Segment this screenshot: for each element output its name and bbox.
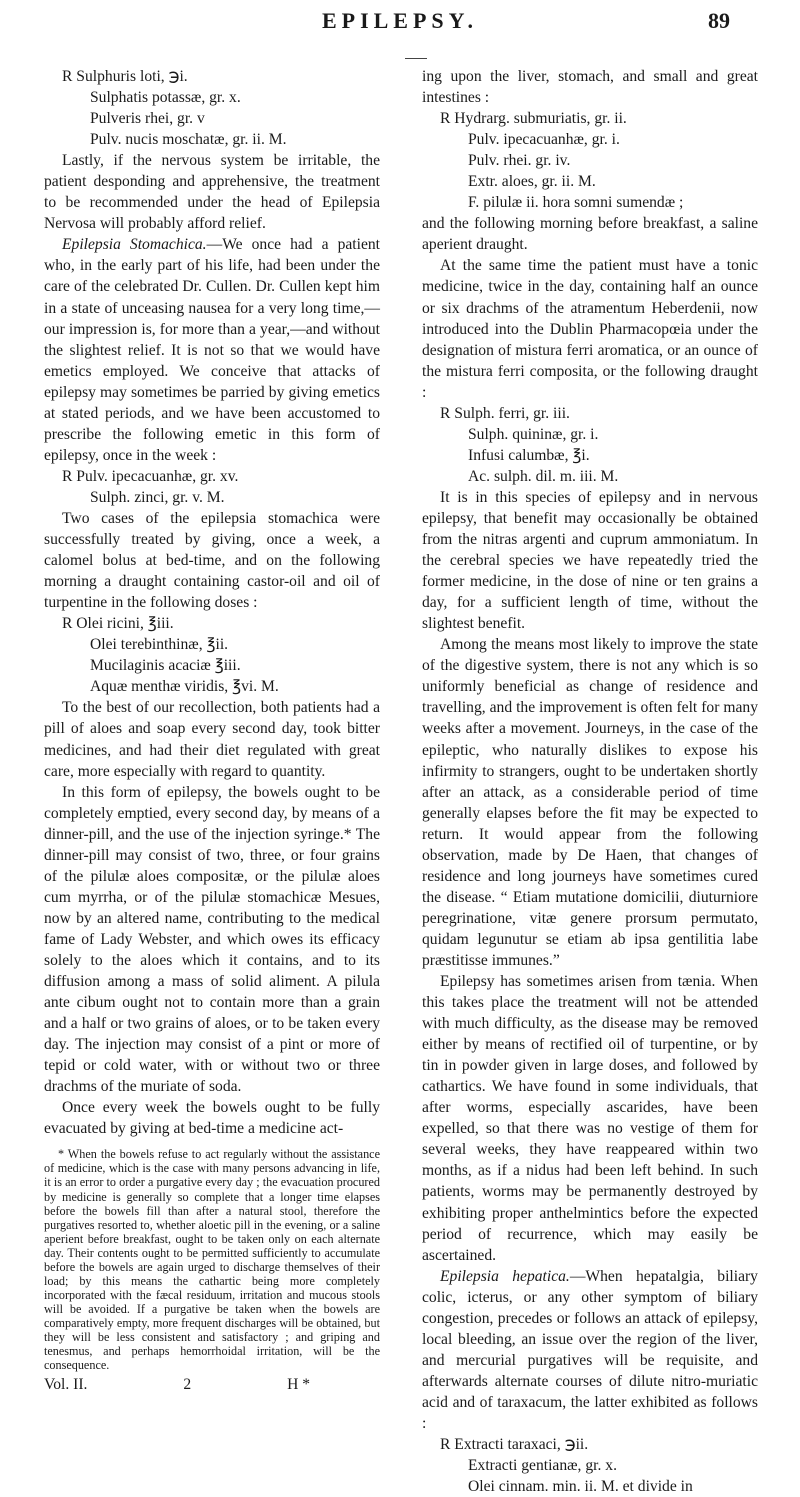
- paragraph: Epilepsy has sometimes arisen from tænia. When this takes place the treatment will not be attended with much difficulty, as the disease may be removed either by means of rectified oil of turpentine, or by tin in powder given in large doses, and followed by cathartics. We have found in some individuals, that after worms, especially ascarides, have been expelled, so that there was no vestige of them for several weeks, they have reappeared within two months, as if a nidus had been left behind. In such patients, worms may be permanently destroyed by exhibiting proper anthelmintics before the expected period of recurrence, which may easily be ascertained.: [422, 973, 758, 1264]
- prescription-line: Mucilaginis acaciæ ℥iii.: [90, 657, 241, 675]
- footnote: [44, 1147, 380, 1372]
- prescription-line: R Hydrarg. submuriatis, gr. ii.: [440, 110, 627, 128]
- paragraph: ing upon the liver, stomach, and small and great intestines :: [422, 68, 758, 107]
- volume-label: Vol. II.: [44, 1376, 88, 1394]
- prescription-line: R Pulv. ipecacuanhæ, gr. xv.: [62, 467, 239, 485]
- left-column-text: [44, 66, 380, 1139]
- prescription-line: Pulv. nucis moschatæ, gr. ii. M.: [90, 131, 287, 149]
- right-column: [422, 66, 758, 1497]
- prescription-line: Pulv. ipecacuanhæ, gr. i.: [468, 131, 620, 149]
- prescription-line: Infusi calumbæ, ℥i.: [468, 446, 590, 464]
- prescription-line: R Extracti taraxaci, ℈ii.: [440, 1436, 589, 1454]
- prescription-line: Extracti gentianæ, gr. x.: [468, 1457, 617, 1475]
- prescription-line: R Olei ricini, ℥iii.: [62, 615, 174, 633]
- prescription-line: Pulv. rhei. gr. iv.: [468, 152, 571, 170]
- paragraph: To the best of our recollection, both patients had a pill of aloes and soap every second day, took bitter medicines, and had their diet regulated with great care, more especially with regard to quantity.: [44, 699, 380, 780]
- left-column: [44, 66, 380, 1395]
- paragraph: It is in this species of epilepsy and in nervous epilepsy, that benefit may occasionally be obtained from the nitras argenti and cuprum ammoniatum. In the cerebral species we have repeatedly tried the former medicine, in the dose of nine or ten grains a day, for a sufficient length of time, without the slightest benefit.: [422, 488, 758, 633]
- footnote-text: * When the bowels refuse to act regularly without the assistance of medicine, which is the case with many persons advancing in life, it is an error to order a purgative every day ; the evacuation procured by medicine is generally so complete that a longer time elapses before the bowels fill than after a natural stool, therefore the purgatives resorted to, whether aloetic pill in the evening, or a saline aperient before breakfast, ought to be taken only on each alternate day. Their contents ought to be permitted sufficiently to accumulate before the bowels are again urged to discharge themselves of their load; by this means the cathartic being more completely incorporated with the fæcal residuum, irritation and mucous stools will be avoided. If a purgative be taken when the bowels are comparatively empty, more frequent discharges will be obtained, but they will be less consistent and satisfactory ; and griping and tenesmus, and perhaps hemorrhoidal irritation, will be the consequence.: [44, 1147, 380, 1373]
- paragraph: Once every week the bowels ought to be fully evacuated by giving at bed-time a medicine act-: [44, 1099, 380, 1138]
- prescription-line: Sulph. quininæ, gr. i.: [468, 425, 599, 443]
- prescription-line: Pulveris rhei, gr. v: [90, 110, 205, 128]
- right-column-text: [422, 66, 758, 1497]
- paragraph-text: —We once had a patient who, in the early part of his life, had been under the care of the celebrated Dr. Cullen. Dr. Cullen kept him in a state of unceasing nausea for a very long time,—our impression is, for more than a year,—and without the slightest relief. It is not so that we would have emetics employed. We conceive that attacks of epilepsy may sometimes be parried by giving emetics at stated periods, and we have been accustomed to prescribe the following emetic in this form of epilepsy, once in the week :: [44, 236, 381, 464]
- header-ornament: [405, 58, 427, 59]
- prescription-line: Olei terebinthinæ, ℥ii.: [90, 636, 229, 654]
- signature-line: [44, 1374, 380, 1395]
- paragraph: In this form of epilepsy, the bowels ought to be completely emptied, every second day, by means of a dinner-pill, and the use of the injection syringe.* The dinner-pill may consist of two, three, or four grains of the pilulæ aloes compositæ, or the pilulæ aloes cum myrrha, or of the pilulæ stomachicæ Mesues, now by an altered name, contributing to the medical fame of Lady Webster, and which owes its efficacy solely to the aloes which it contains, and to its diffusion among a mass of solid aliment. A pilula ante cibum ought not to contain more than a grain and a half or two grains of aloes, or to be taken every day. The injection may consist of a pint or more of tepid or cold water, with or without two or three drachms of the muriate of soda.: [44, 783, 380, 1096]
- running-title: EPILEPSY.: [321, 8, 479, 33]
- paragraph-text: —When hepatalgia, biliary colic, icterus, or any other symptom of biliary congestion, precedes or follows an attack of epilepsy, local bleeding, an issue over the region of the liver, and mercurial purgatives will be requisite, and afterwards alternate courses of dilute nitro-muriatic acid and of taraxacum, the latter exhibited as follows :: [422, 1267, 758, 1432]
- prescription-line: Aquæ menthæ viridis, ℥vi. M.: [90, 678, 279, 696]
- signature-mark: H *: [287, 1376, 311, 1394]
- prescription-line: F. pilulæ ii. hora somni sumendæ ;: [468, 194, 684, 212]
- prescription-line: Sulphatis potassæ, gr. x.: [90, 89, 241, 107]
- paragraph: Among the means most likely to improve the state of the digestive system, there is not any which is so uniformly beneficial as change of residence and travelling, and the improvement is often felt for many weeks after a movement. Journeys, in the case of the epileptic, who naturally dislikes to expose his infirmity to strangers, ought to be undertaken shortly after an attack, as a considerable period of time generally elapses before the fit may be expected to return. It would appear from the following observation, made by De Haen, that changes of residence and long journeys have sometimes cured the disease. “ Etiam mutatione domicilii, diuturniore peregrinatione, vitæ genere prorsum permutato, quidam legunutur se etiam ab ipsa gentilitia labe præstitisse immunes.”: [422, 636, 758, 969]
- prescription-line: R Sulph. ferri, gr. iii.: [440, 404, 570, 422]
- page-number: 89: [708, 8, 730, 33]
- paragraph: Lastly, if the nervous system be irritable, the patient desponding and apprehensive, the treatment to be recommended under the head of Epilepsia Nervosa will probably afford relief.: [44, 152, 380, 233]
- section-heading: Epilepsia Stomachica.: [62, 236, 207, 254]
- paragraph: and the following morning before breakfast, a saline aperient draught.: [422, 215, 758, 254]
- prescription-line: Ac. sulph. dil. m. iii. M.: [468, 467, 619, 485]
- paragraph: [44, 234, 380, 466]
- prescription-line: Olei cinnam. min. ii. M. et divide in: [468, 1478, 693, 1496]
- prescription-line: Extr. aloes, gr. ii. M.: [468, 173, 596, 191]
- section-heading: Epilepsia hepatica.: [440, 1267, 570, 1285]
- paragraph: Two cases of the epilepsia stomachica were successfully treated by giving, once a week, a calomel bolus at bed-time, and on the following morning a draught containing castor-oil and oil of turpentine in the following doses :: [44, 509, 380, 612]
- paragraph: At the same time the patient must have a tonic medicine, twice in the day, containing half an ounce or six drachms of the atramentum Heberdenii, now introduced into the Dublin Pharmacopœia under the designation of mistura ferri aromatica, or an ounce of the mistura ferri composita, or the following draught :: [422, 257, 758, 401]
- paragraph: [422, 1266, 758, 1434]
- prescription-line: Sulph. zinci, gr. v. M.: [90, 488, 225, 506]
- prescription-line: R Sulphuris loti, ℈i.: [62, 68, 188, 85]
- running-header: [0, 6, 800, 36]
- gathering-number: 2: [183, 1376, 192, 1394]
